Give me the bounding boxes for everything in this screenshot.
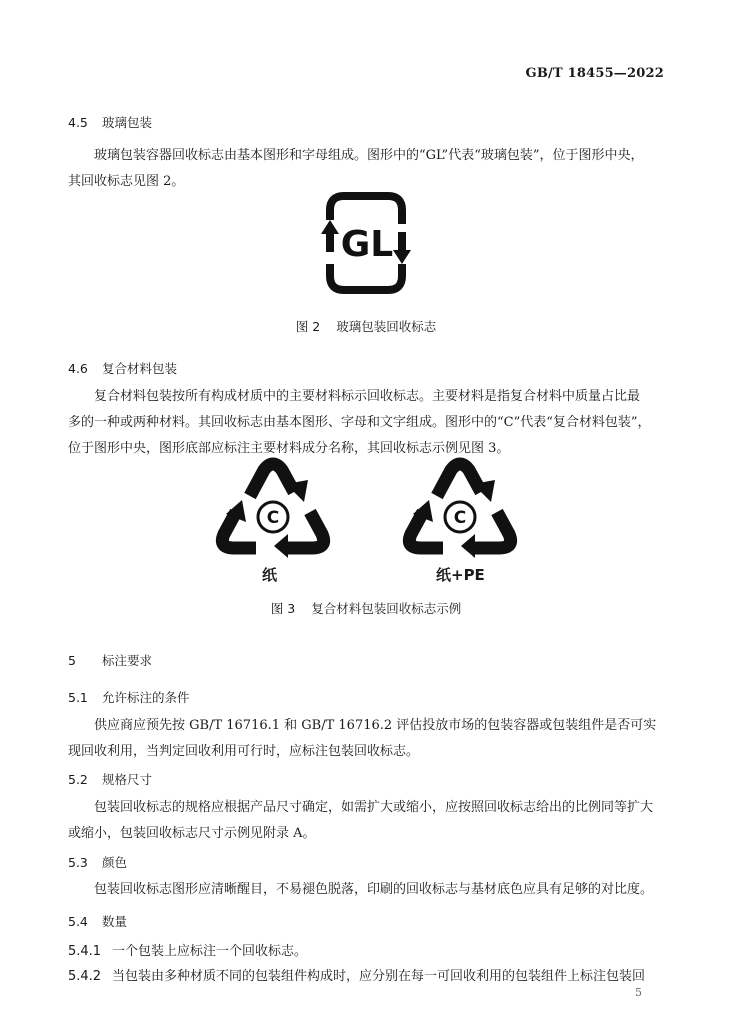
section-heading-5 xyxy=(68,651,152,669)
paragraph-line: 其回收标志见图 2。 xyxy=(68,174,185,189)
glass-symbol-letters: GL xyxy=(340,224,394,265)
paragraph-4-6 xyxy=(68,384,668,462)
figure-3-caption xyxy=(0,599,732,617)
section-number: 5.1 xyxy=(68,690,88,705)
section-heading-5-4 xyxy=(68,912,127,930)
paragraph-line: 玻璃包装容器回收标志由基本图形和字母组成。图形中的“GL”代表“玻璃包装”，位于图形中央， xyxy=(94,148,644,163)
clause-number: 5.4.2 xyxy=(68,969,102,984)
paragraph-line: 包装回收标志图形应清晰醒目，不易褪色脱落，印刷的回收标志与基材底色应具有足够的对比度。 xyxy=(94,882,654,897)
section-title: 颜色 xyxy=(101,855,127,870)
page-number: 5 xyxy=(635,986,642,999)
section-number: 5.3 xyxy=(68,855,88,870)
paragraph-line: 现回收利用，当判定回收利用可行时，应标注包装回收标志。 xyxy=(68,744,420,759)
paragraph-line: 包装回收标志的规格应根据产品尺寸确定，如需扩大或缩小，应按照回收标志给出的比例同等扩大 xyxy=(94,800,654,815)
section-number: 4.5 xyxy=(68,115,88,130)
paragraph-4-5 xyxy=(68,143,668,195)
paragraph-5-2 xyxy=(68,795,668,847)
section-title: 规格尺寸 xyxy=(101,772,152,787)
paragraph-line: 或缩小，包装回收标志尺寸示例见附录 A。 xyxy=(68,826,316,841)
section-title: 复合材料包装 xyxy=(101,361,177,376)
material-label-paper: 纸 xyxy=(262,566,278,584)
clause-text: 当包装由多种材质不同的包装组件构成时，应分别在每一可回收利用的包装组件上标注包装回 xyxy=(112,969,646,984)
section-number: 5 xyxy=(68,653,76,668)
section-heading-4-5 xyxy=(68,113,152,131)
section-heading-5-1 xyxy=(68,688,190,706)
material-label-paper-pe: 纸+PE xyxy=(436,566,485,584)
glass-recycling-symbol xyxy=(308,190,426,300)
composite-recycling-symbol-paper xyxy=(212,456,334,558)
paragraph-line: 多的一种或两种材料。其回收标志由基本图形、字母和文字组成。图形中的“C”代表“复合材料包装”， xyxy=(68,415,651,430)
paragraph-5-3 xyxy=(68,877,668,903)
section-title: 玻璃包装 xyxy=(101,115,152,130)
paragraph-5-1 xyxy=(68,713,668,765)
section-number: 4.6 xyxy=(68,361,88,376)
clause-text: 一个包装上应标注一个回收标志。 xyxy=(112,944,308,959)
figure-2-caption xyxy=(0,317,732,335)
paragraph-line: 位于图形中央，图形底部应标注主要材料成分名称，其回收标志示例见图 3。 xyxy=(68,441,510,456)
figure-number: 图 2 xyxy=(295,319,321,334)
section-title: 允许标注的条件 xyxy=(101,690,190,705)
section-heading-4-6 xyxy=(68,359,177,377)
standard-number: GB/T 18455—2022 xyxy=(525,66,664,81)
paragraph-line: 复合材料包装按所有构成材质中的主要材料标示回收标志。主要材料是指复合材料中质量占比最 xyxy=(94,389,641,404)
clause-5-4-2 xyxy=(68,965,645,984)
clause-5-4-1 xyxy=(68,940,307,959)
figure-number: 图 3 xyxy=(270,601,296,616)
section-title: 数量 xyxy=(101,914,127,929)
section-heading-5-3 xyxy=(68,853,127,871)
section-number: 5.2 xyxy=(68,772,88,787)
composite-letter: C xyxy=(453,508,467,528)
clause-number: 5.4.1 xyxy=(68,944,102,959)
composite-recycling-symbol-paper-pe xyxy=(399,456,521,558)
paragraph-line: 供应商应预先按 GB/T 16716.1 和 GB/T 16716.2 评估投放市场的包装容器或包装组件是否可实 xyxy=(94,718,657,733)
figure-title: 玻璃包装回收标志 xyxy=(336,319,437,334)
section-title: 标注要求 xyxy=(101,653,152,668)
section-heading-5-2 xyxy=(68,770,152,788)
section-number: 5.4 xyxy=(68,914,88,929)
figure-title: 复合材料包装回收标志示例 xyxy=(311,601,462,616)
composite-letter: C xyxy=(266,508,280,528)
